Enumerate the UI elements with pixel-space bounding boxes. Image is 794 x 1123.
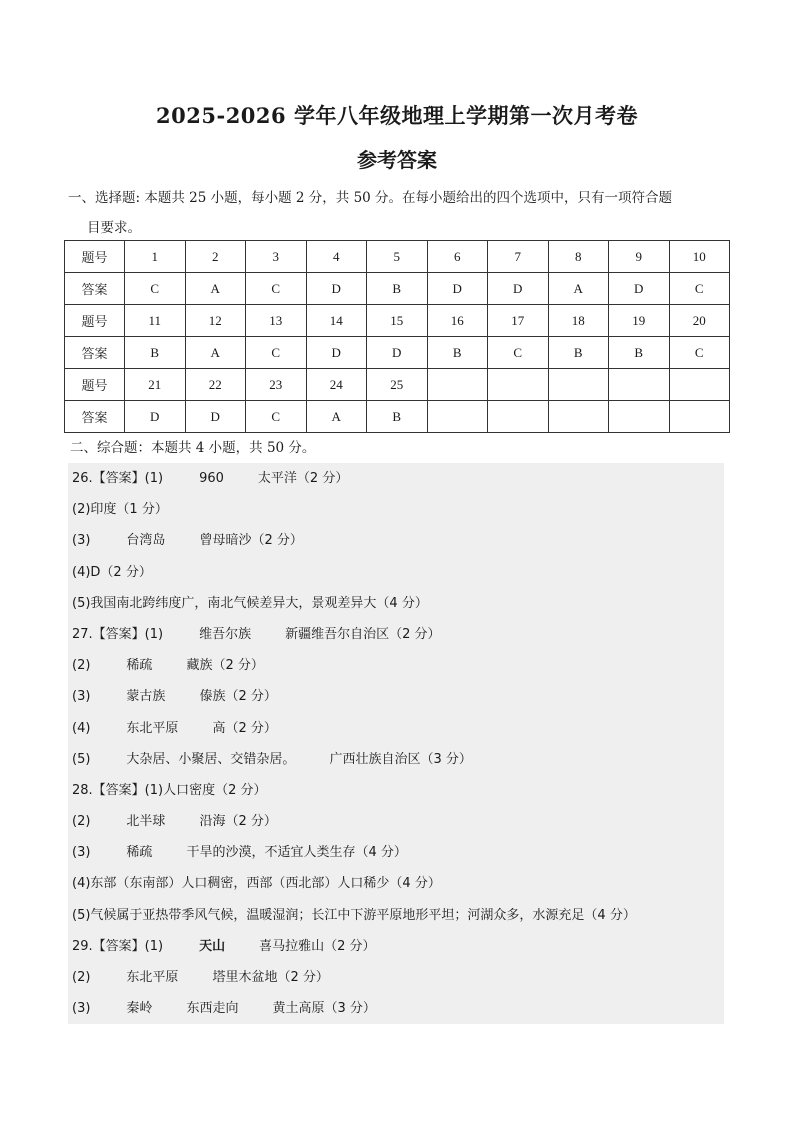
q26-line-3	[68, 525, 724, 556]
question-number-cell: 8	[548, 241, 609, 273]
table-row-numbers	[65, 241, 730, 273]
page-subtitle: 参考答案	[357, 148, 437, 172]
question-number-cell: 5	[367, 241, 428, 273]
answer-cell: B	[609, 337, 670, 369]
q27-line-4	[68, 713, 724, 744]
row-label-number: 题号	[65, 305, 125, 337]
answer-cell: C	[669, 273, 730, 305]
answer-cell	[609, 401, 670, 433]
question-number-cell: 20	[669, 305, 730, 337]
q28-answer-3b: 干旱的沙漠，不适宜人类生存（4 分）	[186, 845, 407, 861]
question-number-cell: 18	[548, 305, 609, 337]
question-number-cell: 1	[125, 241, 186, 273]
q29-line-1	[68, 931, 724, 962]
q27-answer-2b: 藏族（2 分）	[186, 658, 264, 674]
answer-cell: C	[246, 273, 307, 305]
section-1-instructions	[68, 183, 728, 243]
q27-answer-4a: 东北平原	[126, 720, 179, 736]
question-number-cell: 22	[185, 369, 246, 401]
table-row-numbers	[65, 369, 730, 401]
q26-prefix-3: (3)	[72, 533, 91, 549]
q29-prefix-3: (3)	[72, 1001, 91, 1017]
question-number-cell: 19	[609, 305, 670, 337]
table-row-answers	[65, 273, 730, 305]
q26-line-5: (5)我国南北跨纬度广，南北气候差异大，景观差异大（4 分）	[72, 595, 428, 611]
answer-cell: B	[548, 337, 609, 369]
section-2-heading: 二、综合题：本题共 4 小题，共 50 分。	[70, 440, 316, 456]
table-row-numbers	[65, 305, 730, 337]
q26-answer-1b: 太平洋（2 分）	[257, 471, 349, 486]
q28-answer-2a: 北半球	[126, 814, 166, 830]
answer-table	[64, 240, 730, 433]
question-number-cell: 6	[427, 241, 488, 273]
question-number-cell: 12	[185, 305, 246, 337]
question-number-cell	[427, 369, 488, 401]
section-1-line-1: 一、选择题: 本题共 25 小题，每小题 2 分，共 50 分。在每小题给出的四个选项中，只有一项符合题	[68, 190, 673, 206]
answer-cell	[488, 401, 549, 433]
answer-cell: D	[306, 273, 367, 305]
table-row-answers	[65, 337, 730, 369]
question-number-cell	[669, 369, 730, 401]
answer-cell: D	[306, 337, 367, 369]
page-title: 2025-2026 学年八年级地理上学期第一次月考卷	[156, 103, 638, 128]
q28-answer-2b: 沿海（2 分）	[199, 814, 277, 830]
question-number-cell: 4	[306, 241, 367, 273]
q28-line-5: (5)气候属于亚热带季风气候，温暖湿润；长江中下游平原地形平坦；河湖众多，水源充足（4 分）	[72, 907, 636, 923]
row-label-answer: 答案	[65, 273, 125, 305]
q27-answer-3a: 蒙古族	[126, 689, 166, 705]
answer-cell: C	[246, 401, 307, 433]
q29-answer-1b: 喜马拉雅山（2 分）	[259, 938, 376, 954]
q29-line-3	[68, 993, 724, 1024]
answer-cell: B	[125, 337, 186, 369]
section-1-line-2: 目要求。	[87, 220, 141, 236]
q29-answer-1a: 天山	[199, 938, 226, 954]
answer-cell	[427, 401, 488, 433]
question-number-cell	[488, 369, 549, 401]
question-number-cell: 23	[246, 369, 307, 401]
q26-prefix: 26.【答案】(1)	[72, 471, 164, 486]
q27-answer-5a: 大杂居、小聚居、交错杂居。	[126, 751, 296, 767]
question-number-cell: 2	[185, 241, 246, 273]
q27-prefix-5: (5)	[72, 751, 91, 767]
q26-line-4: (4)D（2 分）	[72, 564, 152, 580]
answer-cell	[548, 401, 609, 433]
q28-prefix-3: (3)	[72, 845, 91, 861]
question-number-cell: 9	[609, 241, 670, 273]
question-number-cell: 11	[125, 305, 186, 337]
q29-answer-2a: 东北平原	[126, 970, 179, 985]
answer-cell: D	[488, 273, 549, 305]
q29-answer-3c: 黄土高原（3 分）	[272, 1001, 376, 1017]
q29-line-2	[68, 962, 724, 993]
q27-line-1	[68, 619, 724, 650]
q27-answer-2a: 稀疏	[126, 658, 153, 674]
q28-prefix-2: (2)	[72, 814, 91, 830]
answer-cell: B	[367, 401, 428, 433]
answer-cell: A	[185, 337, 246, 369]
question-number-cell: 24	[306, 369, 367, 401]
question-number-cell: 7	[488, 241, 549, 273]
q27-answer-5b: 广西壮族自治区（3 分）	[329, 751, 472, 767]
q26-line-2: (2)印度（1 分）	[72, 502, 168, 518]
q28-line-3	[68, 837, 724, 868]
question-number-cell: 16	[427, 305, 488, 337]
q29-answer-2b: 塔里木盆地（2 分）	[212, 970, 329, 985]
q26-line-1	[68, 463, 724, 494]
answer-cell: C	[488, 337, 549, 369]
answer-cell: B	[367, 273, 428, 305]
question-number-cell: 13	[246, 305, 307, 337]
question-number-cell: 17	[488, 305, 549, 337]
q29-prefix-2: (2)	[72, 970, 91, 985]
answer-cell: D	[609, 273, 670, 305]
q29-answer-3a: 秦岭	[126, 1001, 153, 1017]
answer-cell: A	[306, 401, 367, 433]
q28-answer-3a: 稀疏	[126, 845, 153, 861]
answer-cell	[669, 401, 730, 433]
q27-answer-1b: 新疆维吾尔自治区（2 分）	[285, 626, 441, 642]
question-number-cell	[609, 369, 670, 401]
q27-line-2	[68, 650, 724, 681]
q27-prefix: 27.【答案】(1)	[72, 626, 164, 642]
answer-cell: A	[548, 273, 609, 305]
answer-cell: D	[125, 401, 186, 433]
answer-cell: C	[246, 337, 307, 369]
question-number-cell: 21	[125, 369, 186, 401]
row-label-answer: 答案	[65, 401, 125, 433]
question-number-cell: 10	[669, 241, 730, 273]
q27-answer-3b: 傣族（2 分）	[199, 689, 277, 705]
table-row-answers	[65, 401, 730, 433]
row-label-number: 题号	[65, 241, 125, 273]
answer-cell: D	[185, 401, 246, 433]
q26-answer-3a: 台湾岛	[126, 533, 166, 549]
q27-answer-1a: 维吾尔族	[199, 626, 252, 642]
question-number-cell	[548, 369, 609, 401]
answer-cell: D	[427, 273, 488, 305]
q27-prefix-3: (3)	[72, 689, 91, 705]
q28-line-1: 28.【答案】(1)人口密度（2 分）	[72, 782, 267, 798]
answer-cell: B	[427, 337, 488, 369]
answer-cell: C	[125, 273, 186, 305]
q27-line-5	[68, 744, 724, 775]
answer-cell: D	[367, 337, 428, 369]
q29-prefix: 29.【答案】(1)	[72, 938, 164, 954]
q28-line-4: (4)东部（东南部）人口稠密，西部（西北部）人口稀少（4 分）	[72, 876, 441, 892]
q26-answer-1a: 960	[199, 471, 224, 486]
question-number-cell: 25	[367, 369, 428, 401]
answer-cell: A	[185, 273, 246, 305]
q27-answer-4b: 高（2 分）	[212, 720, 277, 736]
q28-line-2	[68, 806, 724, 837]
q27-line-3	[68, 681, 724, 712]
question-number-cell: 15	[367, 305, 428, 337]
question-number-cell: 3	[246, 241, 307, 273]
question-number-cell: 14	[306, 305, 367, 337]
answer-cell: C	[669, 337, 730, 369]
row-label-answer: 答案	[65, 337, 125, 369]
comprehensive-answers	[68, 463, 724, 1024]
q29-answer-3b: 东西走向	[186, 1001, 239, 1017]
q27-prefix-2: (2)	[72, 658, 91, 674]
q26-answer-3b: 曾母暗沙（2 分）	[199, 533, 303, 549]
q27-prefix-4: (4)	[72, 720, 91, 736]
row-label-number: 题号	[65, 369, 125, 401]
